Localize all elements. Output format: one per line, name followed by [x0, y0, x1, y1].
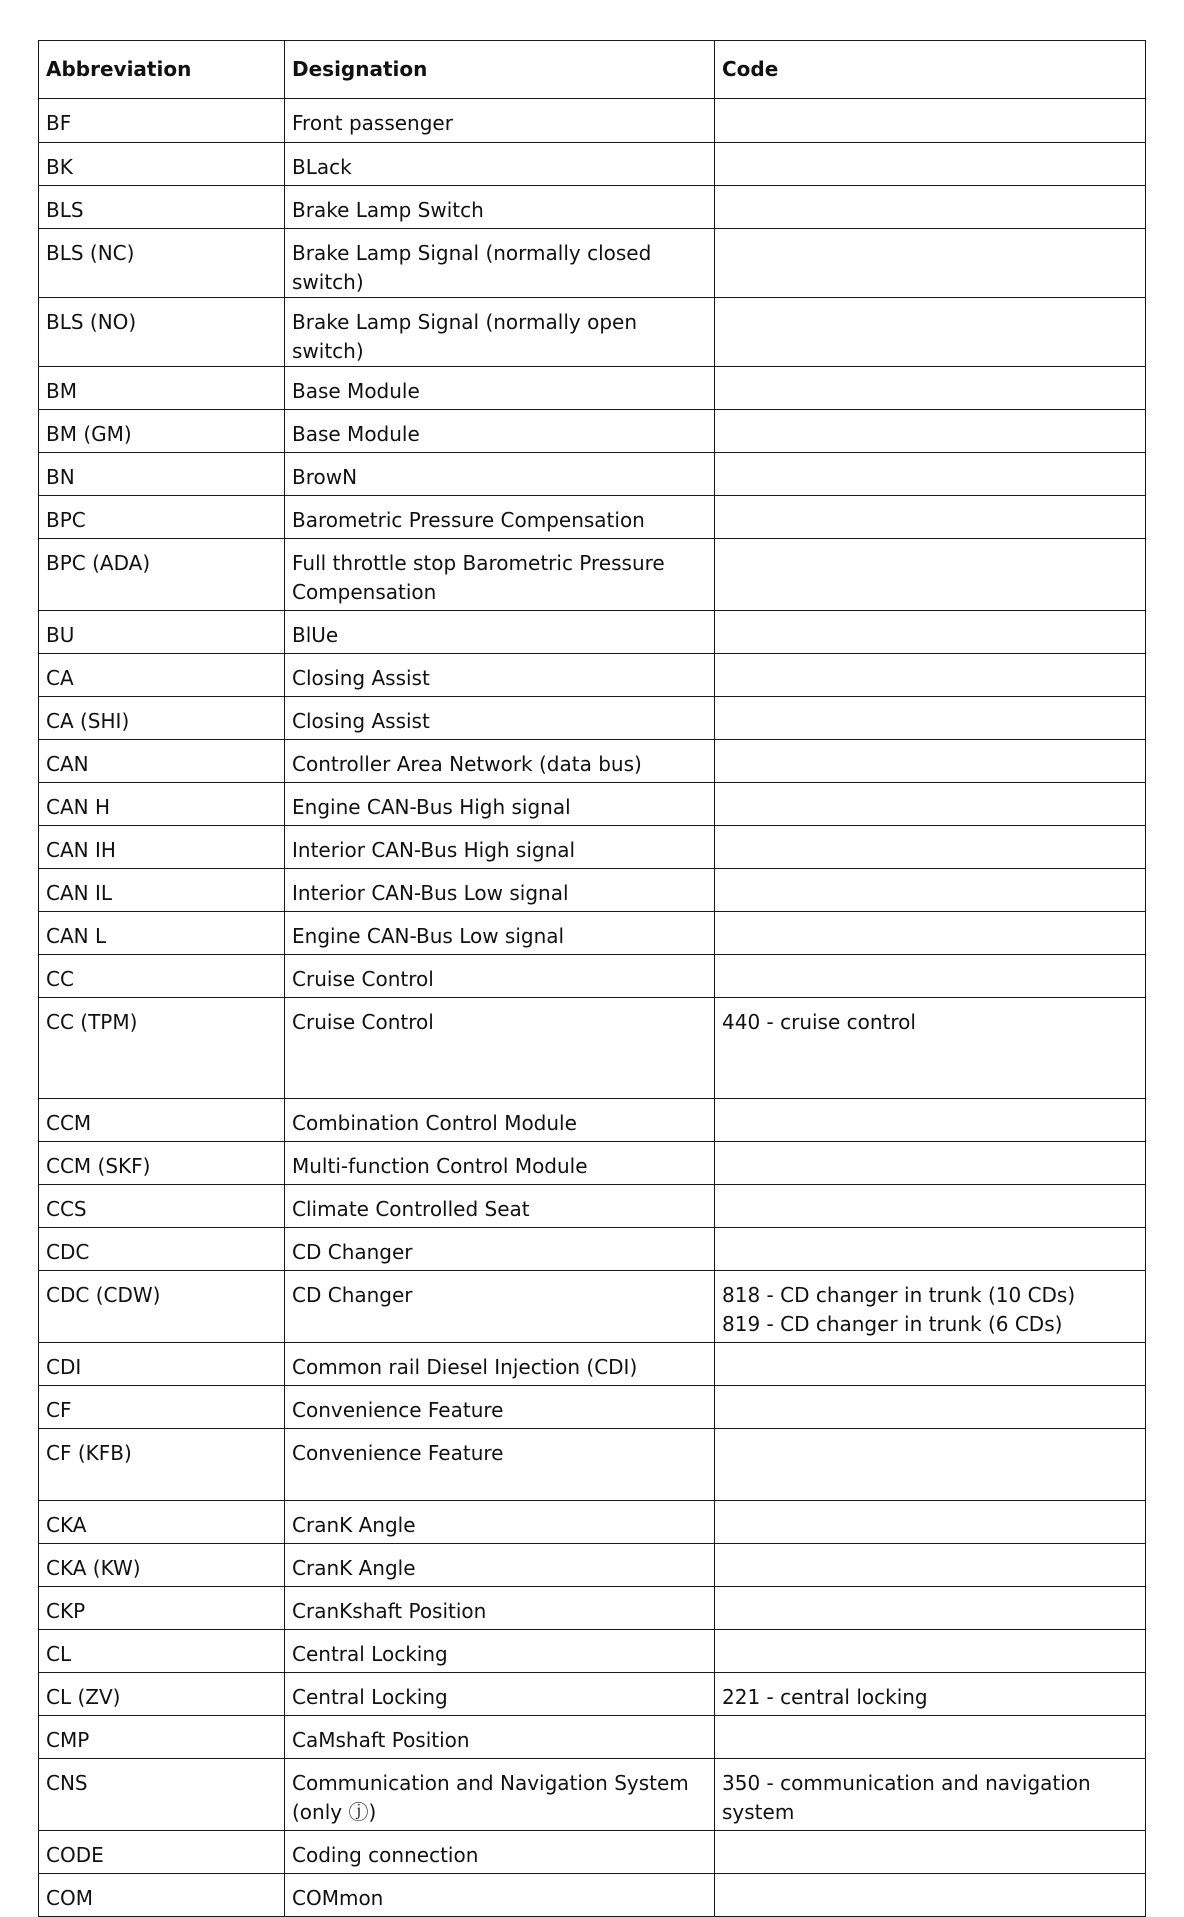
header-row [39, 41, 1146, 99]
code-cell [715, 367, 1146, 410]
abbreviation-cell: COM [39, 1874, 285, 1917]
table-row [39, 740, 1146, 783]
code-cell [715, 654, 1146, 697]
table-row [39, 298, 1146, 367]
abbreviation-cell: BPC [39, 496, 285, 539]
header-abbreviation: Abbreviation [39, 41, 285, 99]
designation-cell: CranKshaft Position [285, 1587, 715, 1630]
code-cell [715, 783, 1146, 826]
table-row [39, 1501, 1146, 1544]
code-cell [715, 99, 1146, 143]
code-cell [715, 229, 1146, 298]
abbreviation-cell: CA [39, 654, 285, 697]
designation-cell: Combination Control Module [285, 1099, 715, 1142]
code-cell [715, 955, 1146, 998]
code-cell: 818 - CD changer in trunk (10 CDs) 819 - CD changer in trunk (6 CDs) [715, 1271, 1146, 1343]
code-cell [715, 869, 1146, 912]
designation-cell: Front passenger [285, 99, 715, 143]
abbreviation-cell: CCM (SKF) [39, 1142, 285, 1185]
code-cell [715, 410, 1146, 453]
code-cell [715, 1343, 1146, 1386]
abbreviation-cell: CCS [39, 1185, 285, 1228]
designation-cell: Brake Lamp Switch [285, 186, 715, 229]
code-cell [715, 740, 1146, 783]
table-row [39, 1271, 1146, 1343]
designation-cell: Convenience Feature [285, 1429, 715, 1501]
table-row [39, 539, 1146, 611]
designation-cell: Full throttle stop Barometric Pressure Compensation [285, 539, 715, 611]
table-row [39, 826, 1146, 869]
designation-cell: Brake Lamp Signal (normally open switch) [285, 298, 715, 367]
designation-cell: BrowN [285, 453, 715, 496]
abbreviation-cell: CODE [39, 1831, 285, 1874]
code-cell [715, 539, 1146, 611]
designation-cell: CaMshaft Position [285, 1716, 715, 1759]
table-row [39, 1874, 1146, 1917]
designation-cell: BLack [285, 143, 715, 186]
table-row [39, 1831, 1146, 1874]
abbreviation-cell: CKP [39, 1587, 285, 1630]
designation-cell: CranK Angle [285, 1501, 715, 1544]
code-cell [715, 1874, 1146, 1917]
table-row [39, 1544, 1146, 1587]
table-row [39, 1429, 1146, 1501]
abbreviation-cell: CAN [39, 740, 285, 783]
table-row [39, 143, 1146, 186]
designation-cell: COMmon [285, 1874, 715, 1917]
code-cell [715, 1099, 1146, 1142]
table-row [39, 611, 1146, 654]
code-cell [715, 298, 1146, 367]
designation-cell: Coding connection [285, 1831, 715, 1874]
code-cell [715, 1831, 1146, 1874]
designation-cell: Cruise Control [285, 955, 715, 998]
table-body [39, 99, 1146, 1917]
table-row [39, 1099, 1146, 1142]
code-cell [715, 186, 1146, 229]
code-cell [715, 1630, 1146, 1673]
designation-cell: Controller Area Network (data bus) [285, 740, 715, 783]
abbreviation-cell: CA (SHI) [39, 697, 285, 740]
code-cell [715, 453, 1146, 496]
abbreviation-cell: CC [39, 955, 285, 998]
code-cell: 350 - communication and navigation system [715, 1759, 1146, 1831]
designation-cell: Cruise Control [285, 998, 715, 1099]
abbreviation-cell: BN [39, 453, 285, 496]
table-row [39, 869, 1146, 912]
table-row [39, 697, 1146, 740]
designation-cell: Interior CAN-Bus Low signal [285, 869, 715, 912]
table-row [39, 1716, 1146, 1759]
designation-cell: CranK Angle [285, 1544, 715, 1587]
table-row [39, 1185, 1146, 1228]
table-row [39, 998, 1146, 1099]
designation-cell: Climate Controlled Seat [285, 1185, 715, 1228]
abbreviation-cell: CAN IH [39, 826, 285, 869]
table-row [39, 453, 1146, 496]
code-cell [715, 1228, 1146, 1271]
table-row [39, 496, 1146, 539]
designation-cell: CD Changer [285, 1271, 715, 1343]
designation-cell: Central Locking [285, 1630, 715, 1673]
table-row [39, 1759, 1146, 1831]
code-cell [715, 1142, 1146, 1185]
abbreviation-cell: CCM [39, 1099, 285, 1142]
designation-cell: Communication and Navigation System (only ⓙ) [285, 1759, 715, 1831]
designation-cell: Multi-function Control Module [285, 1142, 715, 1185]
table-row [39, 1228, 1146, 1271]
designation-cell: Base Module [285, 367, 715, 410]
abbreviation-cell: CF [39, 1386, 285, 1429]
abbreviation-cell: BPC (ADA) [39, 539, 285, 611]
table-row [39, 99, 1146, 143]
code-cell: 440 - cruise control [715, 998, 1146, 1099]
designation-cell: Convenience Feature [285, 1386, 715, 1429]
abbreviation-cell: CDI [39, 1343, 285, 1386]
code-cell [715, 1185, 1146, 1228]
code-cell [715, 1544, 1146, 1587]
designation-cell: Closing Assist [285, 654, 715, 697]
designation-cell: Central Locking [285, 1673, 715, 1716]
abbreviation-cell: BLS (NC) [39, 229, 285, 298]
designation-cell: Closing Assist [285, 697, 715, 740]
designation-cell: Base Module [285, 410, 715, 453]
abbreviation-cell: CMP [39, 1716, 285, 1759]
abbreviation-cell: CL (ZV) [39, 1673, 285, 1716]
table-row [39, 955, 1146, 998]
code-cell [715, 143, 1146, 186]
abbreviation-cell: BF [39, 99, 285, 143]
table-row [39, 186, 1146, 229]
abbreviation-cell: CF (KFB) [39, 1429, 285, 1501]
code-cell [715, 496, 1146, 539]
designation-cell: CD Changer [285, 1228, 715, 1271]
designation-cell: Engine CAN-Bus Low signal [285, 912, 715, 955]
table-row [39, 229, 1146, 298]
abbreviation-cell: CAN H [39, 783, 285, 826]
designation-cell: Engine CAN-Bus High signal [285, 783, 715, 826]
code-cell [715, 912, 1146, 955]
abbreviation-table [38, 40, 1146, 1917]
code-cell [715, 611, 1146, 654]
abbreviation-cell: BM (GM) [39, 410, 285, 453]
abbreviation-cell: BM [39, 367, 285, 410]
abbreviation-cell: CC (TPM) [39, 998, 285, 1099]
table-row [39, 1673, 1146, 1716]
table-row [39, 1587, 1146, 1630]
table-row [39, 367, 1146, 410]
abbreviation-cell: BLS [39, 186, 285, 229]
abbreviation-cell: CDC (CDW) [39, 1271, 285, 1343]
table-row [39, 912, 1146, 955]
table-row [39, 654, 1146, 697]
designation-cell: BlUe [285, 611, 715, 654]
code-cell [715, 1501, 1146, 1544]
abbreviation-cell: CKA (KW) [39, 1544, 285, 1587]
code-cell [715, 1587, 1146, 1630]
header-designation: Designation [285, 41, 715, 99]
code-cell: 221 - central locking [715, 1673, 1146, 1716]
designation-cell: Brake Lamp Signal (normally closed switch) [285, 229, 715, 298]
abbreviation-cell: CNS [39, 1759, 285, 1831]
table-row [39, 1142, 1146, 1185]
abbreviation-cell: BLS (NO) [39, 298, 285, 367]
code-cell [715, 826, 1146, 869]
code-cell [715, 1716, 1146, 1759]
table-row [39, 1630, 1146, 1673]
abbreviation-cell: CAN IL [39, 869, 285, 912]
abbreviation-cell: CAN L [39, 912, 285, 955]
header-code: Code [715, 41, 1146, 99]
abbreviation-cell: CKA [39, 1501, 285, 1544]
abbreviation-cell: BK [39, 143, 285, 186]
abbreviation-cell: BU [39, 611, 285, 654]
table-row [39, 1386, 1146, 1429]
designation-cell: Barometric Pressure Compensation [285, 496, 715, 539]
abbreviation-cell: CL [39, 1630, 285, 1673]
table-row [39, 783, 1146, 826]
designation-cell: Common rail Diesel Injection (CDI) [285, 1343, 715, 1386]
table-row [39, 410, 1146, 453]
table-row [39, 1343, 1146, 1386]
designation-cell: Interior CAN-Bus High signal [285, 826, 715, 869]
code-cell [715, 697, 1146, 740]
code-cell [715, 1429, 1146, 1501]
code-cell [715, 1386, 1146, 1429]
abbreviation-cell: CDC [39, 1228, 285, 1271]
